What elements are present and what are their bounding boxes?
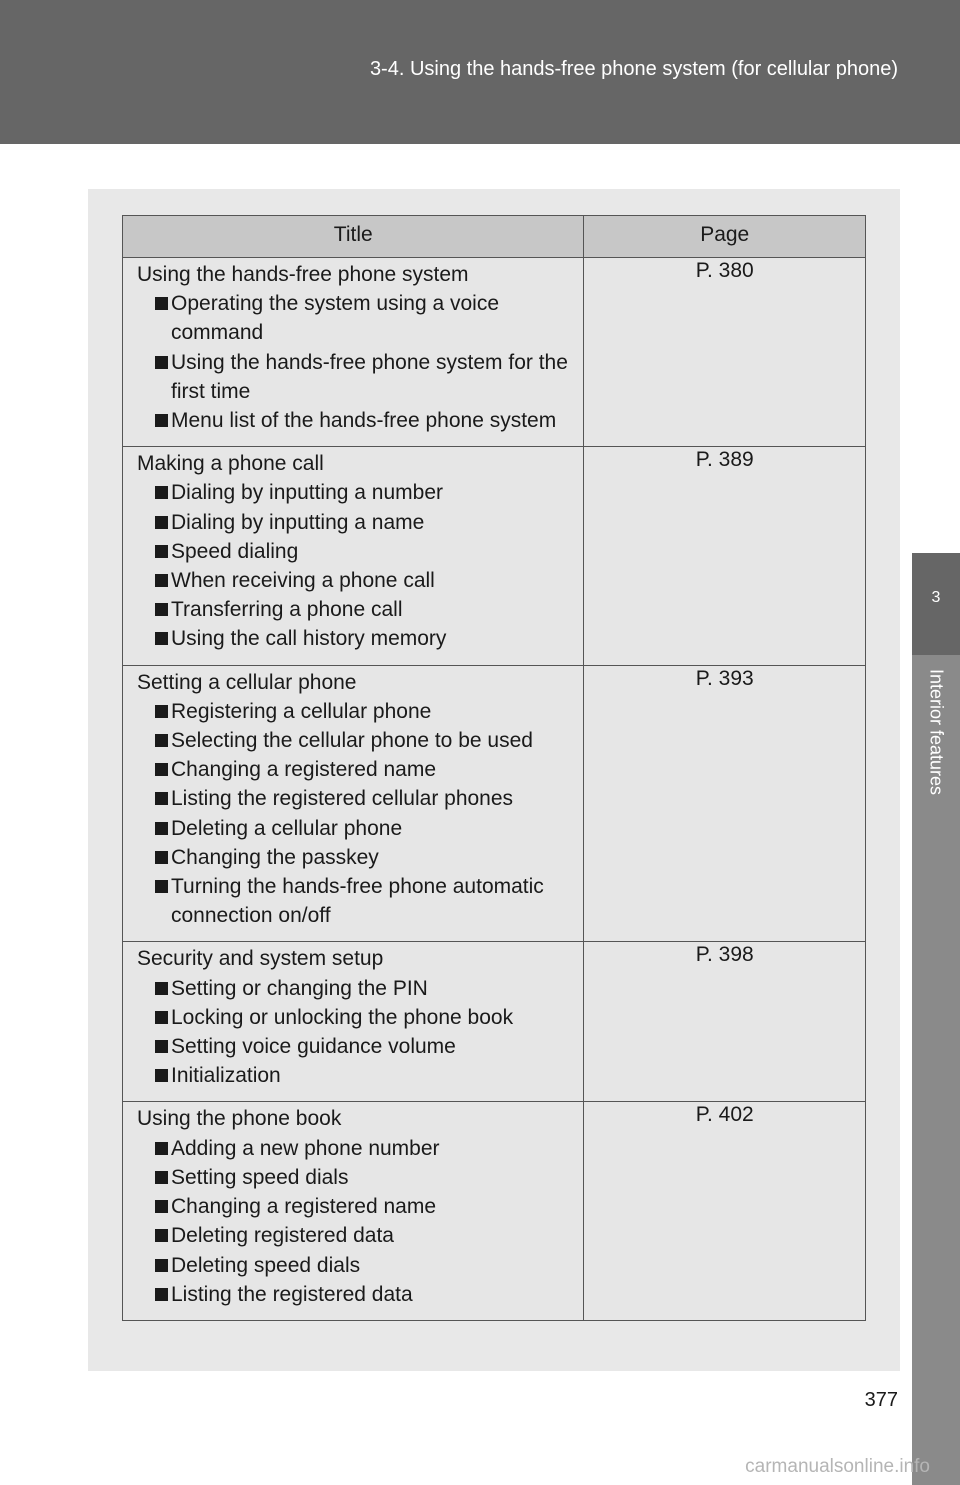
list-item-text: Setting speed dials bbox=[171, 1165, 349, 1189]
title-cell bbox=[123, 942, 584, 1102]
list-item-text: Deleting speed dials bbox=[171, 1253, 361, 1277]
square-bullet-icon bbox=[155, 763, 168, 776]
square-bullet-icon bbox=[155, 1040, 168, 1053]
square-bullet-icon bbox=[155, 1288, 168, 1301]
list-item bbox=[137, 814, 573, 843]
square-bullet-icon bbox=[155, 516, 168, 529]
list-item-text: When receiving a phone call bbox=[171, 569, 435, 593]
list-item-text: Initialization bbox=[171, 1064, 281, 1088]
square-bullet-icon bbox=[155, 414, 168, 427]
watermark: carmanualsonline.info bbox=[745, 1456, 930, 1477]
list-item bbox=[137, 1251, 573, 1280]
list-item-text: Setting or changing the PIN bbox=[171, 976, 428, 1000]
table-row bbox=[123, 1102, 866, 1320]
square-bullet-icon bbox=[155, 632, 168, 645]
list-item bbox=[137, 843, 573, 872]
list-item-text: Listing the registered data bbox=[171, 1282, 413, 1306]
square-bullet-icon bbox=[155, 574, 168, 587]
square-bullet-icon bbox=[155, 297, 168, 310]
square-bullet-icon bbox=[155, 822, 168, 835]
square-bullet-icon bbox=[155, 486, 168, 499]
list-item-text: Using the hands-free phone system for the first time bbox=[171, 350, 568, 403]
chapter-tab bbox=[912, 553, 960, 655]
list-item bbox=[137, 784, 573, 813]
square-bullet-icon bbox=[155, 734, 168, 747]
page-reference: P. 402 bbox=[584, 1102, 866, 1320]
table-header-row bbox=[123, 216, 866, 258]
list-item bbox=[137, 755, 573, 784]
list-item bbox=[137, 406, 573, 435]
page-column-header: Page bbox=[584, 216, 866, 258]
square-bullet-icon bbox=[155, 545, 168, 558]
list-item-text: Turning the hands-free phone automatic connection on/off bbox=[171, 875, 544, 928]
square-bullet-icon bbox=[155, 880, 168, 893]
table-body bbox=[123, 258, 866, 1321]
list-item-text: Deleting a cellular phone bbox=[171, 816, 403, 840]
list-item bbox=[137, 1221, 573, 1250]
section-title: 3-4. Using the hands-free phone system (for cellular phone) bbox=[369, 58, 898, 80]
list-item bbox=[137, 478, 573, 507]
page-reference: P. 389 bbox=[584, 447, 866, 665]
page-reference: P. 380 bbox=[584, 258, 866, 447]
square-bullet-icon bbox=[155, 1200, 168, 1213]
page-header bbox=[0, 0, 960, 144]
square-bullet-icon bbox=[155, 792, 168, 805]
chapter-number: 3 bbox=[931, 589, 941, 606]
list-item-text: Menu list of the hands-free phone system bbox=[171, 409, 557, 433]
list-item bbox=[137, 289, 573, 347]
title-cell bbox=[123, 1102, 584, 1320]
square-bullet-icon bbox=[155, 982, 168, 995]
square-bullet-icon bbox=[155, 603, 168, 616]
title-cell bbox=[123, 447, 584, 665]
list-item-text: Transferring a phone call bbox=[171, 598, 403, 622]
contents-table bbox=[122, 215, 866, 1321]
list-item bbox=[137, 537, 573, 566]
section-heading: Using the hands-free phone system bbox=[137, 263, 469, 286]
section-heading: Setting a cellular phone bbox=[137, 670, 357, 694]
list-item-text: Deleting registered data bbox=[171, 1224, 394, 1248]
square-bullet-icon bbox=[155, 1142, 168, 1155]
list-item bbox=[137, 1032, 573, 1061]
square-bullet-icon bbox=[155, 356, 168, 369]
square-bullet-icon bbox=[155, 1229, 168, 1242]
list-item-text: Operating the system using a voice command bbox=[171, 292, 500, 345]
page-reference: P. 398 bbox=[584, 942, 866, 1102]
square-bullet-icon bbox=[155, 1259, 168, 1272]
list-item-text: Listing the registered cellular phones bbox=[171, 787, 514, 811]
list-item-text: Adding a new phone number bbox=[171, 1136, 440, 1160]
title-cell bbox=[123, 665, 584, 942]
section-heading: Security and system setup bbox=[137, 947, 384, 971]
list-item bbox=[137, 974, 573, 1003]
list-item bbox=[137, 1163, 573, 1192]
list-item-text: Changing the passkey bbox=[171, 845, 379, 869]
chapter-label: Interior features bbox=[926, 669, 947, 796]
list-item-text: Registering a cellular phone bbox=[171, 699, 432, 723]
square-bullet-icon bbox=[155, 1011, 168, 1024]
list-item-text: Using the call history memory bbox=[171, 627, 447, 651]
list-item bbox=[137, 595, 573, 624]
page-reference: P. 393 bbox=[584, 665, 866, 942]
list-item bbox=[137, 1134, 573, 1163]
list-item bbox=[137, 872, 573, 930]
list-item bbox=[137, 624, 573, 653]
list-item bbox=[137, 1280, 573, 1309]
list-item bbox=[137, 1192, 573, 1221]
square-bullet-icon bbox=[155, 705, 168, 718]
table-row bbox=[123, 665, 866, 942]
section-heading: Making a phone call bbox=[137, 452, 324, 476]
title-cell bbox=[123, 258, 584, 447]
square-bullet-icon bbox=[155, 1171, 168, 1184]
list-item-text: Selecting the cellular phone to be used bbox=[171, 729, 533, 753]
list-item-text: Changing a registered name bbox=[171, 758, 437, 782]
list-item-text: Dialing by inputting a number bbox=[171, 481, 443, 505]
title-column-header: Title bbox=[123, 216, 584, 258]
table-row bbox=[123, 942, 866, 1102]
list-item bbox=[137, 1003, 573, 1032]
square-bullet-icon bbox=[155, 1069, 168, 1082]
list-item bbox=[137, 1061, 573, 1090]
page-number: 377 bbox=[864, 1389, 898, 1411]
list-item-text: Setting voice guidance volume bbox=[171, 1035, 456, 1059]
list-item-text: Speed dialing bbox=[171, 539, 299, 563]
table-row bbox=[123, 258, 866, 447]
list-item bbox=[137, 348, 573, 406]
list-item bbox=[137, 726, 573, 755]
chapter-label-holder bbox=[912, 655, 960, 865]
list-item-text: Changing a registered name bbox=[171, 1195, 437, 1219]
list-item-text: Locking or unlocking the phone book bbox=[171, 1005, 514, 1029]
list-item-text: Dialing by inputting a name bbox=[171, 510, 425, 534]
list-item bbox=[137, 508, 573, 537]
table-row bbox=[123, 447, 866, 665]
section-heading: Using the phone book bbox=[137, 1107, 342, 1131]
list-item bbox=[137, 566, 573, 595]
square-bullet-icon bbox=[155, 851, 168, 864]
list-item bbox=[137, 697, 573, 726]
